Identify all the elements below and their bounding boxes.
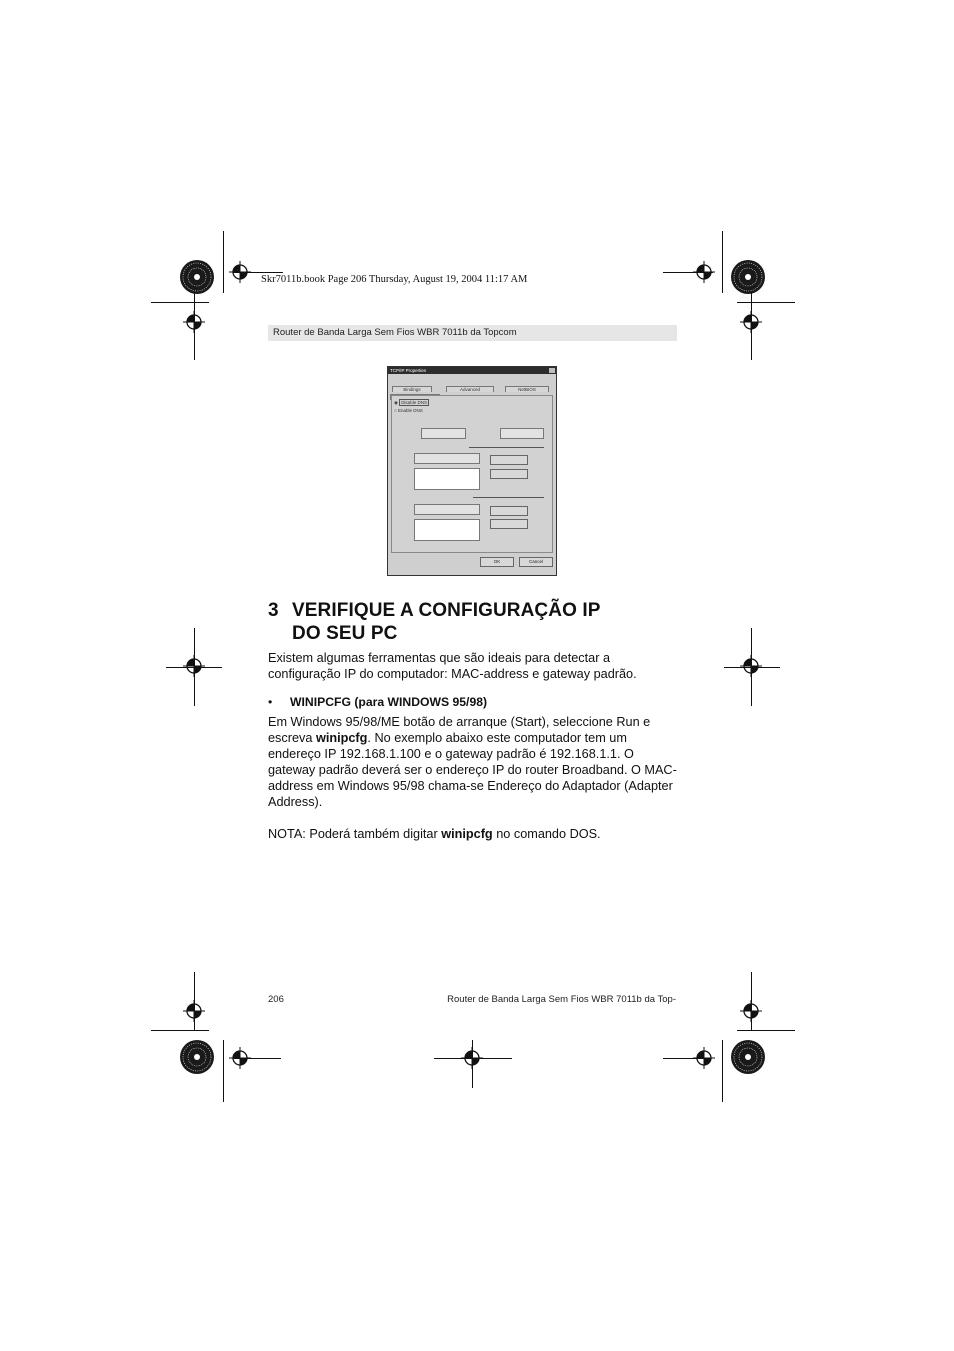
section-number: 3 — [268, 600, 279, 621]
note-text-1: NOTA: Poderá também digitar — [268, 827, 442, 841]
footer-title: Router de Banda Larga Sem Fios WBR 7011b da Top- — [447, 994, 676, 1005]
running-header: Router de Banda Larga Sem Fios WBR 7011b da Topcom — [268, 325, 677, 341]
book-info-line: Skr7011b.book Page 206 Thursday, August 19, 2004 11:17 AM — [261, 274, 528, 285]
winipcfg-paragraph — [268, 714, 681, 810]
option-enable-dns: ○ Enable DNS — [394, 408, 423, 413]
option-disable-dns: ◉ Disable DNS — [394, 400, 427, 405]
suffix-add-button — [490, 506, 528, 516]
section-title-line1: VERIFIQUE A CONFIGURAÇÃO IP — [292, 600, 601, 621]
bullet-winipcfg — [268, 695, 668, 709]
tcpip-properties-dialog — [387, 366, 557, 576]
dns-order-separator — [469, 447, 544, 448]
suffix-entry — [414, 504, 480, 515]
dialog-title-bar — [388, 367, 556, 374]
section-heading — [268, 599, 688, 645]
paragraph-text-1: Em Windows 95/98/ME botão de arranque (Start), seleccione Run e escreva — [268, 715, 651, 745]
dns-panel — [391, 395, 553, 553]
bullet-mark: • — [268, 695, 273, 709]
dialog-title: TCP/IP Properties — [390, 368, 427, 373]
intro-paragraph: Existem algumas ferramentas que são ideais para detectar a configuração IP do computador: MAC-address e gateway padrão. — [268, 651, 637, 681]
host-field — [421, 428, 466, 439]
tab-netbios: NetBIOS — [505, 386, 549, 392]
note-command: winipcfg — [441, 827, 493, 841]
ok-button: OK — [480, 557, 514, 567]
tab-advanced: Advanced — [446, 386, 494, 392]
dns-server-entry — [414, 453, 480, 464]
close-icon — [549, 368, 555, 373]
dns-remove-button — [490, 469, 528, 479]
domain-field — [500, 428, 544, 439]
dns-server-list — [414, 468, 480, 490]
note-paragraph — [268, 826, 681, 842]
section-title-line2: DO SEU PC — [292, 623, 398, 644]
tab-bindings: Bindings — [392, 386, 432, 392]
dns-add-button — [490, 455, 528, 465]
paragraph-command: winipcfg — [315, 731, 368, 745]
bullet-label: WINIPCFG (para WINDOWS 95/98) — [290, 695, 488, 709]
suffix-remove-button — [490, 519, 528, 529]
suffix-list — [414, 519, 480, 541]
page-number: 206 — [268, 994, 284, 1005]
cancel-button: Cancel — [519, 557, 553, 567]
suffix-order-separator — [473, 497, 544, 498]
paragraph-text-2: . No exemplo abaixo este computador tem um endereço IP 192.168.1.100 e o gateway padrão é 192.168.1.1. O gateway padrão deverá ser o endereço IP do router Broadband. O MAC-address em Windows 95/98 chama-se Endereço do Adaptador (Adapter Address). — [268, 731, 677, 809]
note-text-2: no comando DOS. — [492, 827, 601, 841]
